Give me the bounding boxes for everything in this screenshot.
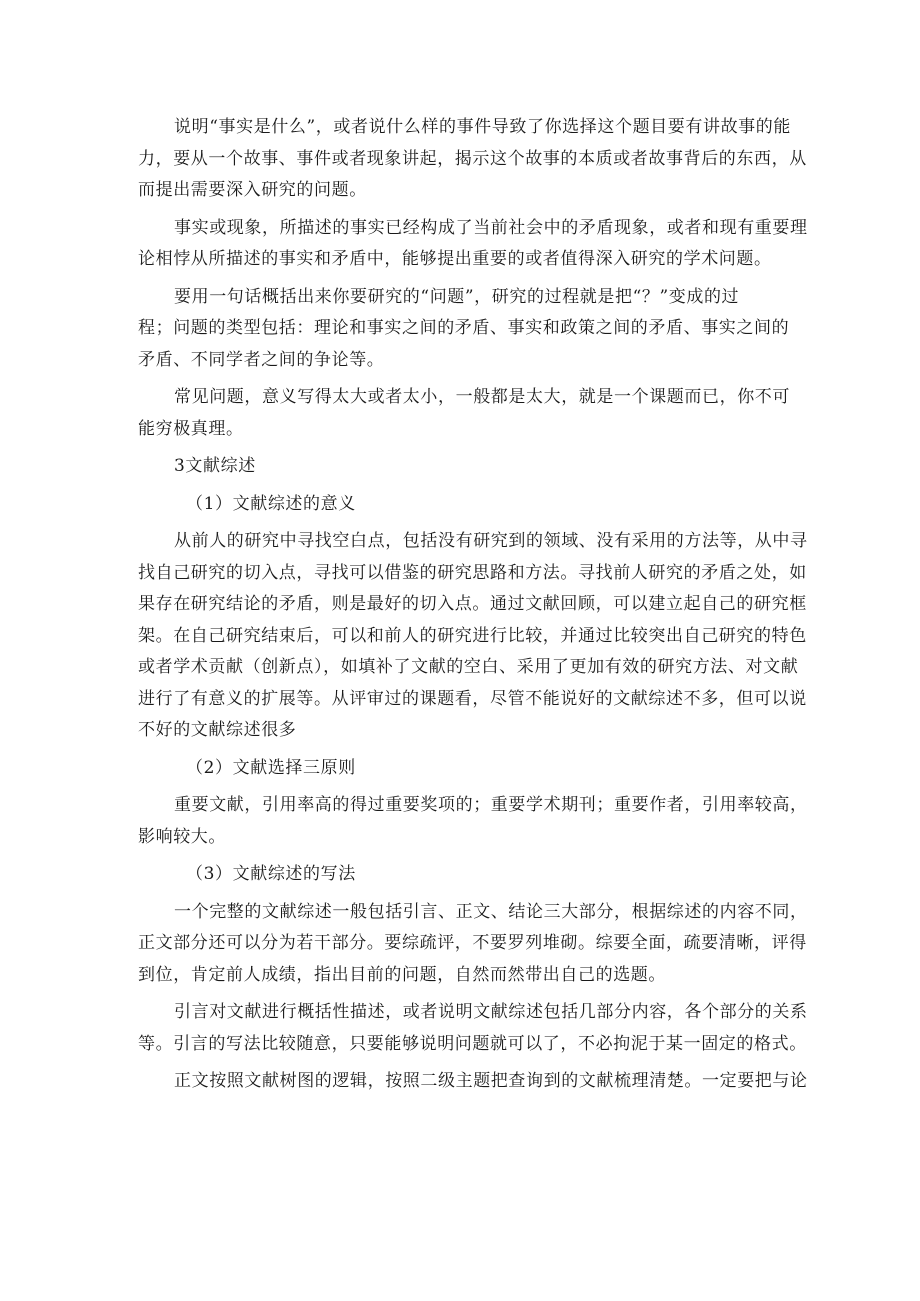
paragraph-line: 架。在自己研究结束后，可以和前人的研究进行比较，并通过比较突出自己研究的特色 bbox=[138, 625, 807, 646]
paragraph-line: 等。引言的写法比较随意，只要能够说明问题就可以了，不必拘泥于某一固定的格式。 bbox=[138, 1033, 807, 1054]
paragraph-line: 要用一句话概括出来你要研究的“问题”，研究的过程就是把“？”变成的过 bbox=[174, 286, 740, 307]
paragraph-line: 进行了有意义的扩展等。从评审过的课题看，尽管不能说好的文献综述不多，但可以说 bbox=[138, 688, 807, 709]
paragraph-line: 或者学术贡献（创新点），如填补了文献的空白、采用了更加有效的研究方法、对文献 bbox=[138, 657, 799, 677]
paragraph-line: 说明“事实是什么”，或者说什么样的事件导致了你选择这个题目要有讲故事的能 bbox=[174, 117, 791, 137]
paragraph-line: 重要文献，引用率高的得过重要奖项的；重要学术期刊；重要作者，引用率较高， bbox=[174, 795, 808, 815]
paragraph-line: 常见问题，意义写得太大或者太小，一般都是太大，就是一个课题而已，你不可 bbox=[174, 387, 790, 407]
paragraph-line: 事实或现象，所描述的事实已经构成了当前社会中的矛盾现象，或者和现有重要理 bbox=[174, 217, 808, 238]
paragraph-line: 论相悖从所描述的事实和矛盾中，能够提出重要的或者值得深入研究的学术问题。 bbox=[138, 249, 772, 269]
paragraph-line: 力，要从一个故事、事件或者现象讲起，揭示这个故事的本质或者故事背后的东西，从 bbox=[138, 148, 807, 169]
paragraph-line: 从前人的研究中寻找空白点，包括没有研究到的领域、没有采用的方法等，从中寻 bbox=[174, 531, 808, 551]
paragraph-line: 正文按照文献树图的逻辑，按照二级主题把查询到的文献梳理清楚。一定要把与论 bbox=[174, 1071, 808, 1091]
subsection-heading: （1）文献综述的意义 bbox=[186, 493, 356, 514]
paragraph-line: 程；问题的类型包括：理论和事实之间的矛盾、事实和政策之间的矛盾、事实之间的 bbox=[138, 318, 790, 338]
paragraph-line: 能穷极真理。 bbox=[138, 418, 244, 439]
paragraph-line: 一个完整的文献综述一般包括引言、正文、结论三大部分，根据综述的内容不同， bbox=[174, 901, 808, 922]
paragraph-line: 而提出需要深入研究的问题。 bbox=[138, 180, 367, 200]
paragraph-line: 到位，肯定前人成绩，指出目前的问题，自然而然带出自己的选题。 bbox=[138, 964, 666, 985]
document-page bbox=[138, 112, 808, 1098]
paragraph-line: 影响较大。 bbox=[138, 826, 226, 847]
subsection-heading: （2）文献选择三原则 bbox=[186, 757, 356, 778]
paragraph-line: 不好的文献综述很多 bbox=[138, 720, 297, 740]
paragraph-line: 引言对文献进行概括性描述，或者说明文献综述包括几部分内容，各个部分的关系 bbox=[174, 1002, 808, 1022]
paragraph-line: 正文部分还可以分为若干部分。要综疏评，不要罗列堆砌。综要全面，疏要清晰，评得 bbox=[138, 933, 807, 953]
subsection-heading: （3）文献综述的写法 bbox=[186, 864, 356, 884]
section-heading: 3文献综述 bbox=[174, 456, 256, 476]
paragraph-line: 矛盾、不同学者之间的争论等。 bbox=[138, 349, 385, 370]
paragraph-line: 找自己研究的切入点，寻找可以借鉴的研究思路和方法。寻找前人研究的矛盾之处，如 bbox=[138, 562, 807, 583]
paragraph-line: 果存在研究结论的矛盾，则是最好的切入点。通过文献回顾，可以建立起自己的研究框 bbox=[138, 594, 807, 614]
